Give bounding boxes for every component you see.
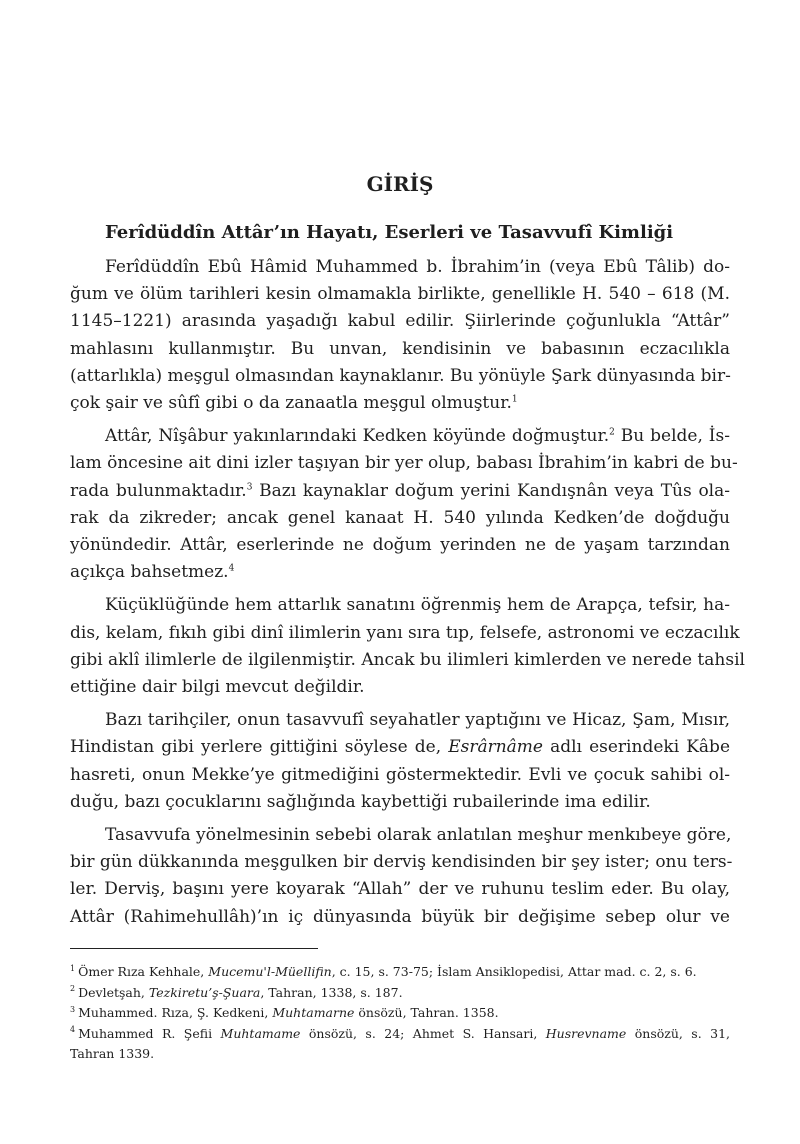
book-page xyxy=(70,0,745,1144)
paragraph-5 xyxy=(70,822,733,931)
text-line: ettiğine dair bilgi mevcut değildir. xyxy=(70,677,365,698)
text-line: Küçüklüğünde hem attarlık sanatını öğrenmiş hem de Arapça, tefsir, ha- xyxy=(105,595,730,616)
text-line: (attarlıkla) meşgul olmasından kaynaklanır. Bu yönüyle Şark dünyasında bir- xyxy=(70,365,731,386)
footnote-1: $^1$ Ömer Rıza Kehhale, Mucemu'l-Müellifin, c. 15, s. 73-75; İslam Ansiklopedisi, Attar mad. c. 2, s. 6. xyxy=(70,963,697,979)
text-line: Bazı tarihçiler, onun tasavvufî seyahatler yaptığını ve Hicaz, Şam, Mısır, xyxy=(105,710,730,731)
text-line: bir gün dükkanında meşgulken bir derviş kendisinden bir şey ister; onu ters- xyxy=(70,852,733,873)
footnote-ref[interactable]: 4 xyxy=(228,563,235,574)
text-line: dis, kelam, fıkıh gibi dinî ilimlerin yanı sıra tıp, felsefe, astronomi ve eczacılık xyxy=(70,622,740,643)
footnote-number: 3 xyxy=(70,1004,76,1014)
text-line: çok şair ve sûfî gibi o da zanaatla meşgul olmuştur.$^1$ xyxy=(70,393,518,414)
footnote-number: 2 xyxy=(70,984,76,994)
text-line: Attâr (Rahimehullâh)’ın iç dünyasında büyük bir değişime sebep olur ve xyxy=(70,906,730,927)
section-title: Ferîdüddîn Attâr’ın Hayatı, Eserleri ve Tasavvufî Kimliği xyxy=(105,222,674,243)
footnote-2: $^2$ Devletşah, Tezkiretu’ş-Şuara, Tahran, 1338, s. 187. xyxy=(70,984,403,1000)
text-line: rak da zikreder; ancak genel kanaat H. 540 yılında Kedken’de doğduğu xyxy=(70,507,730,528)
footnote-3: $^3$ Muhammed. Rıza, Ş. Kedkeni, Muhtamarne önsözü, Tahran. 1358. xyxy=(70,1004,499,1020)
paragraph-3 xyxy=(70,592,745,701)
text-line: 1145–1221) arasında yaşadığı kabul edilir. Şiirlerinde çoğunlukla “Attâr” xyxy=(70,311,730,332)
text-line: ler. Derviş, başını yere koyarak “Allah” der ve ruhunu teslim eder. Bu olay, xyxy=(70,879,730,900)
footnote-divider xyxy=(70,948,318,949)
text-line: mahlasını kullanmıştır. Bu unvan, kendisinin ve babasının eczacılıkla xyxy=(70,338,730,359)
footnote-4-continued: Tahran 1339. xyxy=(70,1046,155,1061)
text-line: açıkça bahsetmez.$^4$ xyxy=(70,562,235,583)
footnote-4: $^4$ Muhammed R. Şefii Muhtamame önsözü, s. 24; Ahmet S. Hansari, Husrevname önsözü, s. 31, xyxy=(70,1025,730,1041)
text-line: lam öncesine ait dini izler taşıyan bir yer olup, babası İbrahim’in kabri de bu- xyxy=(70,453,738,474)
text-line: hasreti, onun Mekke’ye gitmediğini göstermektedir. Evli ve çocuk sahibi ol- xyxy=(70,764,730,785)
text-line: Attâr, Nîşâbur yakınlarındaki Kedken köyünde doğmuştur.$^2$ Bu belde, İs- xyxy=(105,426,730,447)
footnote-ref[interactable]: 2 xyxy=(609,427,615,438)
footnote-ref[interactable]: 1 xyxy=(511,394,518,405)
paragraph-2 xyxy=(70,423,738,586)
text-line: ğum ve ölüm tarihleri kesin olmamakla birlikte, genellikle H. 540 – 618 (M. xyxy=(70,284,730,305)
text-line: rada bulunmaktadır.$^3$ Bazı kaynaklar doğum yerini Kandışnân veya Tûs ola- xyxy=(70,480,731,501)
chapter-title: GİRİŞ xyxy=(366,172,434,196)
text-line: duğu, bazı çocuklarını sağlığında kaybettiği rubailerinde ima edilir. xyxy=(70,791,651,812)
paragraph-1 xyxy=(70,254,730,417)
body-text xyxy=(70,254,745,937)
footnotes xyxy=(70,962,730,1065)
paragraph-4 xyxy=(70,707,730,816)
footnote-ref[interactable]: 3 xyxy=(246,481,253,492)
text-line: Ferîdüddîn Ebû Hâmid Muhammed b. İbrahim’in (veya Ebû Tâlib) do- xyxy=(105,257,730,277)
text-line: Tasavvufa yönelmesinin sebebi olarak anlatılan meşhur menkıbeye göre, xyxy=(105,825,732,846)
text-line: gibi aklî ilimlerle de ilgilenmiştir. Ancak bu ilimleri kimlerden ve nerede tahsil xyxy=(70,649,745,670)
text-line: Hindistan gibi yerlere gittiğini söylese de, Esrârnâme adlı eserindeki Kâbe xyxy=(70,737,731,758)
text-line: yönündedir. Attâr, eserlerinde ne doğum yerinden ne de yaşam tarzından xyxy=(70,535,730,556)
book-title: Esrârnâme xyxy=(448,737,543,758)
footnote-number: 1 xyxy=(70,963,76,973)
footnote-number: 4 xyxy=(70,1025,76,1035)
